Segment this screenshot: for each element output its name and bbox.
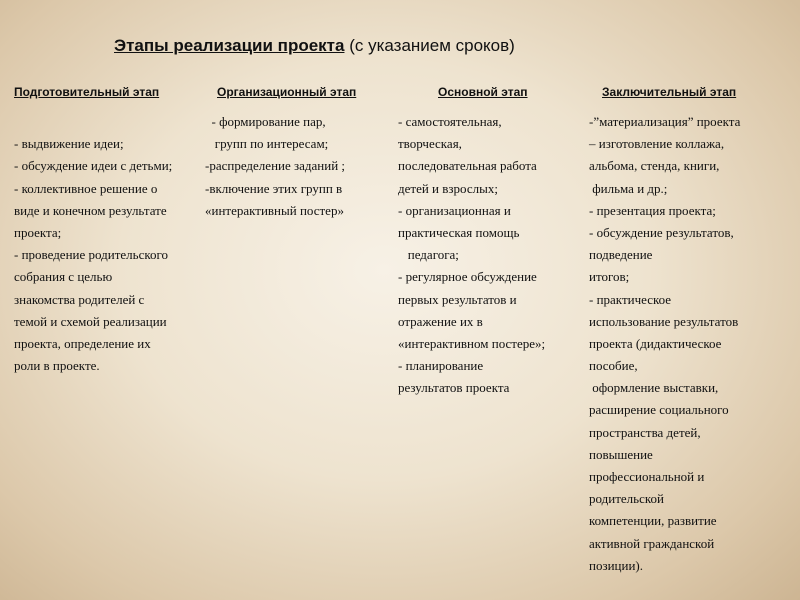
column-main <box>398 111 545 399</box>
column-line: - организационная и <box>398 202 511 218</box>
column-line: - проведение родительского <box>14 247 169 263</box>
column-line: – изготовление коллажа, <box>589 136 725 152</box>
column-final <box>589 111 740 577</box>
column-line: пространства детей, <box>589 424 701 440</box>
column-line: - формирование пар, <box>205 114 326 129</box>
column-line: групп по интересам; <box>205 136 329 152</box>
column-line: - выдвижение идеи; <box>14 136 124 152</box>
column-line: проекта (дидактическое <box>589 335 722 351</box>
column-line: альбома, стенда, книги, <box>589 158 720 174</box>
column-line: подведение <box>589 247 653 263</box>
column-line: последовательная работа <box>398 158 537 174</box>
column-line: позиции). <box>589 557 643 573</box>
column-organizational <box>205 111 345 222</box>
title-note: (с указанием сроков) <box>344 36 515 55</box>
header-preparatory: Подготовительный этап <box>14 85 160 99</box>
header-main: Основной этап <box>438 85 528 99</box>
column-line: результатов проекта <box>398 380 510 396</box>
column-line: - обсуждение результатов, <box>589 224 734 240</box>
column-line: итогов; <box>589 269 630 285</box>
column-line: роли в проекте. <box>14 358 100 374</box>
column-line: родительской <box>589 491 664 507</box>
column-line: расширение социального <box>589 402 729 418</box>
column-line: активной гражданской <box>589 535 715 551</box>
column-line: оформление выставки, <box>589 380 719 396</box>
column-line: знакомства родителей с <box>14 291 145 307</box>
column-line: - самостоятельная, <box>398 114 502 129</box>
column-line <box>14 111 172 133</box>
column-line: практическая помощь <box>398 224 520 240</box>
column-line: первых результатов и <box>398 291 517 307</box>
column-line: собрания с целью <box>14 269 113 285</box>
column-line: - планирование <box>398 358 484 374</box>
column-line: - обсуждение идеи с детьми; <box>14 158 173 174</box>
column-line: - презентация проекта; <box>589 202 716 218</box>
column-line: компетенции, развитие <box>589 513 717 529</box>
column-line: -включение этих групп в <box>205 180 343 196</box>
column-line: темой и схемой реализации <box>14 313 167 329</box>
column-line: виде и конечном результате <box>14 202 167 218</box>
column-line: «интерактивном постере»; <box>398 335 546 351</box>
title-main: Этапы реализации проекта <box>114 36 345 55</box>
column-line: - коллективное решение о <box>14 180 158 196</box>
column-preparatory <box>14 111 172 377</box>
column-line: пособие, <box>589 358 638 374</box>
header-final: Заключительный этап <box>602 85 737 99</box>
column-line: использование результатов <box>589 313 739 329</box>
column-line: - регулярное обсуждение <box>398 269 537 285</box>
column-line: профессиональной и <box>589 469 705 484</box>
column-line: фильма и др.; <box>589 180 668 196</box>
column-line: -”материализация” проекта <box>589 114 741 129</box>
column-line: «интерактивный постер» <box>205 202 344 218</box>
column-line: - практическое <box>589 291 672 307</box>
column-line: проекта, определение их <box>14 335 151 351</box>
column-line: повышение <box>589 446 653 462</box>
column-line: отражение их в <box>398 313 483 329</box>
slide-title <box>114 36 515 56</box>
column-line: педагога; <box>398 247 459 263</box>
column-line: детей и взрослых; <box>398 180 498 196</box>
column-line: проекта; <box>14 224 62 240</box>
column-line: -распределение заданий ; <box>205 158 346 174</box>
header-organizational: Организационный этап <box>217 85 357 99</box>
column-line: творческая, <box>398 136 462 152</box>
